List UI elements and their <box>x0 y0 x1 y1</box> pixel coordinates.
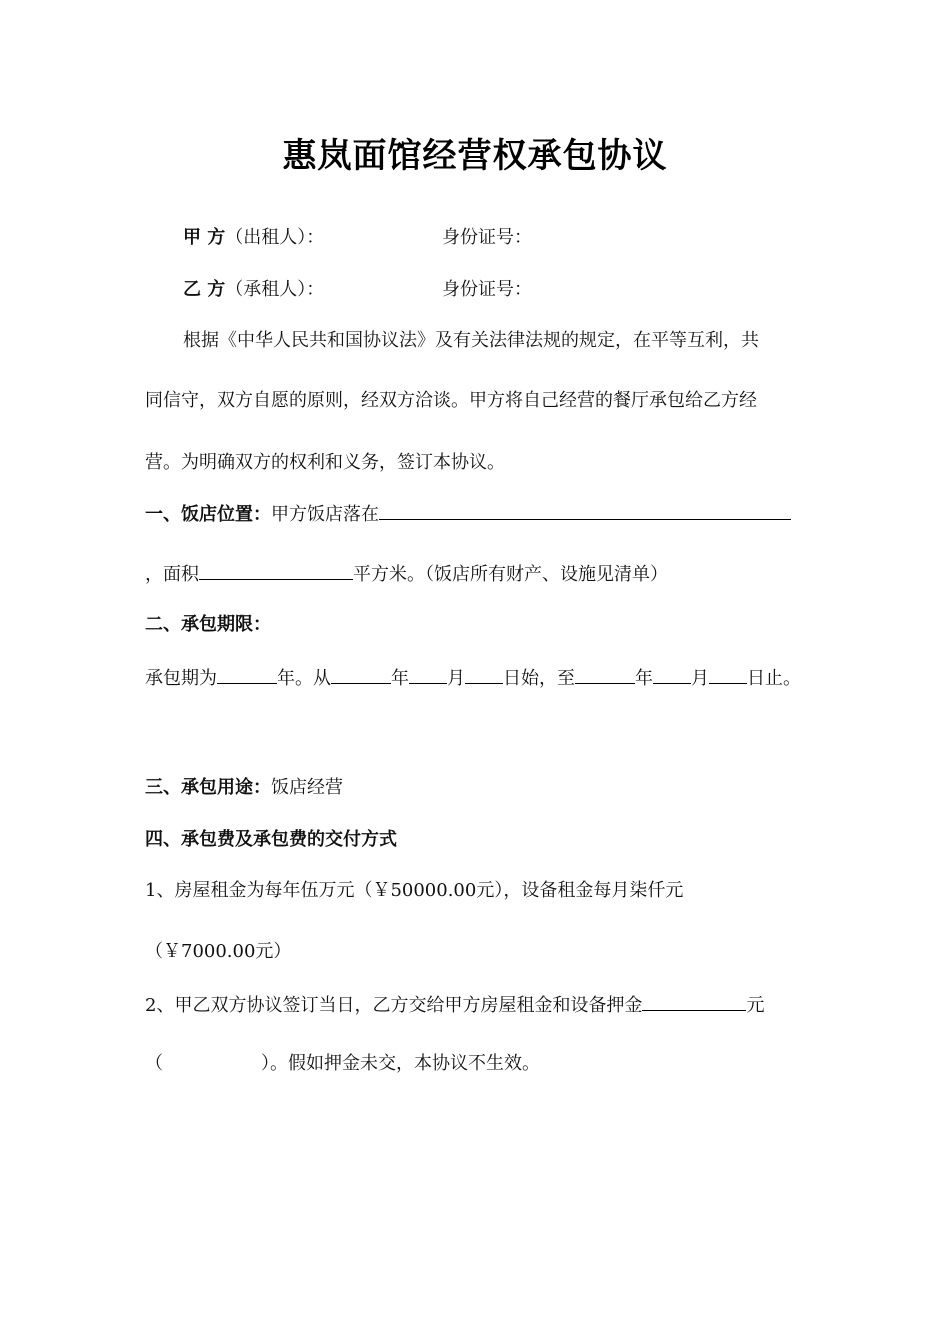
section-4-heading: 四、承包费及承包费的交付方式 <box>145 829 397 850</box>
deposit-words-open: （ <box>145 1053 163 1074</box>
fee-item-1-cont: （￥7000.00元） <box>145 941 292 962</box>
fee-item-2 <box>145 992 764 1018</box>
party-a-line <box>183 226 324 250</box>
preamble-line-1: 根据《中华人民共和国协议法》及有关法律法规的规定，在平等互利，共 <box>183 330 759 351</box>
start-day-blank <box>465 665 503 684</box>
party-b-role: （承租人）： <box>225 279 325 300</box>
section-1-line <box>145 501 791 527</box>
section-3-heading: 三、承包用途： <box>145 777 271 798</box>
term-t8: 日止。 <box>747 668 801 689</box>
preamble-line-3: 营。为明确双方的权利和义务，签订本协议。 <box>145 452 505 473</box>
party-a-label: 甲 方 <box>183 227 226 248</box>
document-title: 惠岚面馆经营权承包协议 <box>282 136 668 176</box>
end-day-blank <box>709 665 747 684</box>
section-3-line <box>145 776 343 800</box>
term-t6: 年 <box>635 668 653 689</box>
party-b-line <box>183 278 324 302</box>
start-month-blank <box>409 665 447 684</box>
term-t5: 日始，至 <box>503 668 575 689</box>
term-years-blank <box>217 665 277 684</box>
section-1-cont-line <box>145 561 668 587</box>
end-month-blank <box>653 665 691 684</box>
section-2-heading: 二、承包期限： <box>145 614 271 635</box>
term-t7: 月 <box>691 668 709 689</box>
term-line <box>145 665 801 691</box>
fee-item-1: 1、房屋租金为每年伍万元（￥50000.00元），设备租金每月柒仟元 <box>145 880 684 901</box>
section-3-text: 饭店经营 <box>271 777 343 798</box>
deposit-words-close: ）。假如押金未交，本协议不生效。 <box>261 1053 540 1074</box>
term-t4: 月 <box>447 668 465 689</box>
end-year-blank <box>575 665 635 684</box>
fee-item-2-text: 2、甲乙双方协议签订当日，乙方交给甲方房屋租金和设备押金 <box>145 995 643 1016</box>
area-suffix: 平方米。（饭店所有财产、设施见清单） <box>353 564 668 585</box>
section-1-heading: 一、饭店位置： <box>145 504 271 525</box>
area-blank <box>199 561 353 580</box>
term-t2: 年。从 <box>277 668 331 689</box>
location-blank <box>379 501 791 520</box>
term-t1: 承包期为 <box>145 668 217 689</box>
party-a-id-label: 身份证号： <box>442 227 532 248</box>
party-b-id-label: 身份证号： <box>442 279 532 300</box>
party-b-label: 乙 方 <box>183 279 226 300</box>
party-a-role: （出租人）： <box>225 227 325 248</box>
fee-item-2-unit: 元 <box>746 995 765 1016</box>
preamble-line-2: 同信守，双方自愿的原则，经双方洽谈。甲方将自己经营的餐厅承包给乙方经 <box>145 390 757 411</box>
fee-item-2-cont <box>145 1052 540 1076</box>
start-year-blank <box>331 665 391 684</box>
deposit-blank <box>642 992 746 1011</box>
area-prefix: ，面积 <box>145 564 199 585</box>
term-t3: 年 <box>391 668 409 689</box>
section-1-text: 甲方饭店落在 <box>271 504 379 525</box>
